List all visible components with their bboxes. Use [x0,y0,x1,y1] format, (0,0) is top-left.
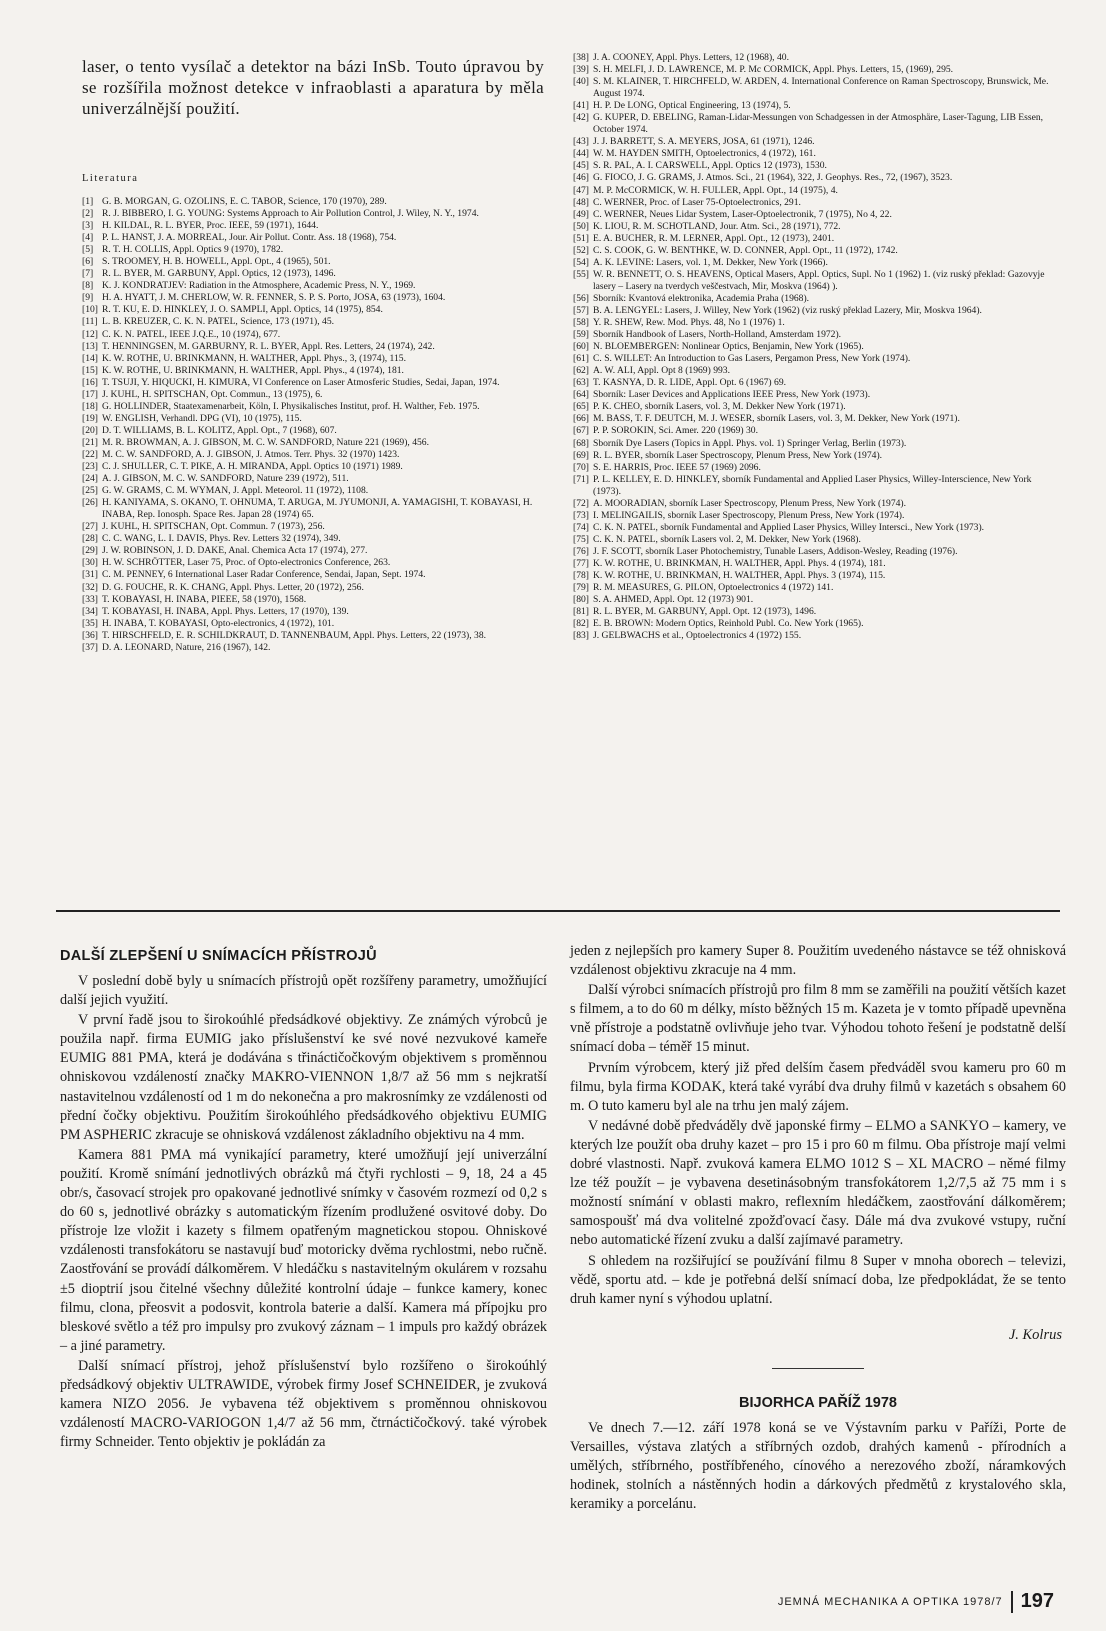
reference-number: [49] [573,208,589,220]
reference-item [573,269,1051,293]
reference-item [573,558,1051,570]
reference-item [573,52,1051,64]
reference-text: K. W. ROTHE, U. BRINKMAN, H. WALTHER, Appl. Phys. 4 (1974), 181. [593,557,886,569]
reference-number: [36] [82,629,98,641]
reference-number: [69] [573,449,589,461]
author-signature: J. Kolrus [1008,1326,1062,1343]
reference-text: R. L. BYER, sborník Laser Spectroscopy, Plenum Press, New York (1974). [593,449,883,461]
reference-number: [75] [573,533,589,545]
reference-number: [27] [82,521,98,533]
reference-text: S. TROOMEY, H. B. HOWELL, Appl. Opt., 4 (1965), 501. [102,256,331,268]
reference-list-left [82,196,544,654]
reference-number: [10] [82,304,98,316]
reference-item [573,594,1051,606]
reference-number: [24] [82,473,98,485]
reference-number: [14] [82,352,98,364]
reference-number: [52] [573,244,589,256]
reference-text: M. BASS, T. F. DEUTCH, M. J. WESER, sborník Lasers, vol. 3, M. Dekker, New York (1971). [593,413,960,425]
reference-text: H. KANIYAMA, S. OKANO, T. OHNUMA, T. ARUGA, M. JYUMONJI, A. YAMAGISHI, T. KOBAYASI, H. INABA, Rep. Ionosph. Space Res. Japan 28 (1974) 65. [102,497,533,521]
reference-number: [66] [573,413,589,425]
reference-text: C. WERNER, Proc. of Laser 75-Optoelectronics, 291. [593,196,801,208]
reference-item [82,582,544,594]
reference-text: N. BLOEMBERGEN: Nonlinear Optics, Benjamin, New York (1965). [593,341,864,353]
reference-text: J. F. SCOTT, sborník Laser Photochemistry, Tunable Lasers, Addison-Wesley, Reading (1976). [593,545,958,557]
reference-number: [12] [82,328,98,340]
reference-item [573,136,1051,148]
reference-number: [82] [573,618,589,630]
reference-number: [55] [573,268,589,280]
reference-number: [45] [573,160,589,172]
reference-text: J. KUHL, H. SPITSCHAN, Opt. Commun. 7 (1973), 256. [102,521,325,533]
reference-text: R. L. BYER, M. GARBUNY, Appl. Opt. 12 (1973), 1496. [593,606,817,618]
article-paragraph: S ohledem na rozšiřující se používání filmu 8 Super v mnoha oborech – televizi, vědě, sportu atd. – kde je potřebná delší snímací doba, lze předpokládat, že se tento druh kamer nyní s výhodou uplatní. [570,1252,1066,1307]
reference-text: Y. R. SHEW, Rew. Mod. Phys. 48, No 1 (1976) 1. [593,317,785,329]
reference-number: [8] [82,280,94,292]
reference-number: [80] [573,594,589,606]
reference-text: A. K. LEVINE: Lasers, vol. 1, M. Dekker, New York (1966). [593,256,828,268]
reference-text: H. A. HYATT, J. M. CHERLOW, W. R. FENNER, S. P. S. Porto, JOSA, 63 (1973), 1604. [102,292,446,304]
reference-number: [34] [82,605,98,617]
reference-item [573,462,1051,474]
reference-number: [38] [573,52,589,63]
reference-item [82,437,544,449]
reference-number: [37] [82,641,98,653]
reference-number: [39] [573,64,589,76]
reference-item [82,341,544,353]
article-paragraph: Další snímací přístroj, jehož příslušenství bylo rozšířeno o širokoúhlý předsádkový objektiv ULTRAWIDE, výrobek firmy Josef SCHNEIDER, je zvuková kamera NIZO 2056. Je vybavena též objektivem s proměnnou ohniskovou vzdáleností MACRO-VARIOGON 1,4/7 až 56 mm, čtrnáctičočkový. také výrobek firmy Schneider. Tento objektiv je pokládán za [60,1357,547,1451]
article-paragraph: Prvním výrobcem, který již před delším časem předváděl svou kameru pro 60 m filmu, byla firma KODAK, která také vyrábí dva druhy filmů v kazetách s obsahem 60 m. O tuto kameru byl ale na trhu jen malý zájem. [570,1059,1066,1114]
reference-text: G. KUPER, D. EBELING, Raman-Lidar-Messungen von Schadgessen in der Atmosphäre, Laser-Tagung, LIB Essen, October 1974. [593,112,1044,136]
journal-name: JEMNÁ MECHANIKA A OPTIKA 1978/7 [777,1595,1003,1608]
reference-text: C. S. COOK, G. W. BENTHKE, W. D. CONNER, Appl. Opt., 11 (1972), 1742. [593,244,898,256]
reference-item [573,618,1051,630]
reference-text: P. L. HANST, J. A. MORREAL, Jour. Air Pollut. Contr. Ass. 18 (1968), 754. [102,232,397,244]
reference-number: [29] [82,545,98,557]
article2-title: BIJORHCA PAŘÍŽ 1978 [739,1394,897,1411]
reference-text: J. A. COONEY, Appl. Phys. Letters, 12 (1968), 40. [593,52,789,63]
reference-text: R. M. MEASURES, G. PILON, Optoelectronics 4 (1972) 141. [593,582,834,594]
reference-item [573,185,1051,197]
reference-item [82,485,544,497]
reference-number: [23] [82,461,98,473]
reference-item [573,317,1051,329]
reference-text: G. W. GRAMS, C. M. WYMAN, J. Appl. Meteorol. 11 (1972), 1108. [102,485,369,497]
reference-item [82,256,544,268]
page-footer [778,1590,1054,1613]
reference-text: A. J. GIBSON, M. C. W. SANDFORD, Nature 239 (1972), 511. [102,473,349,485]
reference-item [82,244,544,256]
reference-text: J. J. BARRETT, S. A. MEYERS, JOSA, 61 (1971), 1246. [593,136,815,148]
reference-text: C. K. N. PATEL, sborník Lasers vol. 2, M. Dekker, New York (1968). [593,533,861,545]
reference-text: R. T. KU, E. D. HINKLEY, J. O. SAMPLI, Appl. Optics, 14 (1975), 854. [102,304,383,316]
reference-number: [17] [82,388,98,400]
reference-number: [76] [573,545,589,557]
reference-number: [72] [573,497,589,509]
reference-item [573,341,1051,353]
reference-item [573,160,1051,172]
reference-number: [62] [573,365,589,377]
reference-number: [41] [573,100,589,112]
reference-item [573,209,1051,221]
reference-text: W. ENGLISH, Verhandl. DPG (VI), 10 (1975), 115. [102,412,302,424]
reference-number: [65] [573,401,589,413]
top-left-column [82,56,544,654]
reference-number: [4] [82,232,94,244]
reference-number: [71] [573,473,589,485]
reference-number: [31] [82,569,98,581]
reference-text: W. M. HAYDEN SMITH, Optoelectronics, 4 (1972), 161. [593,148,816,160]
reference-number: [13] [82,340,98,352]
reference-text: A. W. ALI, Appl. Opt 8 (1969) 993. [593,365,730,377]
article-title: DALŠÍ ZLEPŠENÍ U SNÍMACÍCH PŘÍSTROJŮ [60,948,377,964]
reference-number: [15] [82,364,98,376]
reference-item [573,438,1051,450]
reference-number: [46] [573,172,589,184]
reference-number: [51] [573,232,589,244]
reference-number: [3] [82,220,94,232]
article-paragraph: V nedávné době předváděly dvě japonské firmy – ELMO a SANKYO – kamery, ve kterých lze použít oba druhy kazet – pro 15 i pro 60 m filmu. Oba přístroje mají velmi dobré vlastnosti. Např. zvuková kamera ELMO 1012 S – XL MACRO – němé filmy lze též použít – je vybavena desetinásobným transfokátorem 1,2/7,5 až 75 mm i s možností snímání v oblasti makro, reflexním hledáčkem, zaostřování dálkoměrem; samospoušť má dva volitelné zpožďovací časy. Dále má dva zvukové vstupy, ruční nebo automatické řízení zvuku a další zajímavé parametry. [570,1117,1066,1249]
reference-text: Sborník Handbook of Lasers, North-Holland, Amsterdam 1972). [593,329,842,341]
reference-text: S. E. HARRIS, Proc. IEEE 57 (1969) 2096. [593,461,761,473]
reference-list-right [573,52,1051,642]
reference-number: [47] [573,184,589,196]
reference-number: [7] [82,268,94,280]
reference-item [573,570,1051,582]
reference-number: [43] [573,136,589,148]
reference-text: G. B. MORGAN, G. OZOLINS, E. C. TABOR, Science, 170 (1970), 289. [102,196,387,207]
reference-text: J. GELBWACHS et al., Optoelectronics 4 (1972) 155. [593,630,802,642]
section-divider [56,910,1060,912]
reference-item [573,425,1051,437]
reference-text: P. P. SOROKIN, Sci. Amer. 220 (1969) 30. [593,425,758,437]
reference-text: G. FIOCO, J. G. GRAMS, J. Atmos. Sci., 21 (1964), 322, J. Geophys. Res., 72, (1967), 3523. [593,172,953,184]
reference-number: [18] [82,400,98,412]
reference-item [82,642,544,654]
reference-item [82,377,544,389]
reference-text: M. P. McCORMICK, W. H. FULLER, Appl. Opt., 14 (1975), 4. [593,184,838,196]
reference-item [82,533,544,545]
reference-number: [22] [82,448,98,460]
reference-number: [54] [573,256,589,268]
reference-text: K. W. ROTHE, U. BRINKMANN, H. WALTHER, Appl. Phys., 3, (1974), 115. [102,352,406,364]
reference-number: [81] [573,606,589,618]
reference-item [82,594,544,606]
reference-text: S. A. AHMED, Appl. Opt. 12 (1973) 901. [593,594,754,606]
reference-text: Sborník Dye Lasers (Topics in Appl. Phys. vol. 1) Springer Verlag, Berlin (1973). [593,437,907,449]
reference-item [573,112,1051,136]
reference-text: K. W. ROTHE, U. BRINKMANN, H. WALTHER, Appl. Phys., 4 (1974), 181. [102,364,404,376]
reference-number: [19] [82,412,98,424]
reference-text: L. B. KREUZER, C. K. N. PATEL, Science, 173 (1971), 45. [102,316,335,328]
reference-item [573,401,1051,413]
reference-number: [28] [82,533,98,545]
reference-item [82,497,544,521]
article-paragraph: Další výrobci snímacích přístrojů pro film 8 mm se zaměřili na použití větších kazet s filmem, a to do 60 m délky, místo běžných 15 m. Kazeta je v tomto případě upevněna vně přístroje a podstatně ovlivňuje jeho tvar. Výhodou tohoto řešení je podstatně delší snímací doba – téměř 15 minut. [570,982,1066,1056]
page-number: 197 [1020,1590,1054,1612]
reference-text: C. J. SHULLER, C. T. PIKE, A. H. MIRANDA, Appl. Optics 10 (1971) 1989. [102,461,403,473]
reference-item [573,257,1051,269]
reference-number: [1] [82,196,94,207]
reference-number: [60] [573,341,589,353]
reference-item [82,280,544,292]
reference-number: [83] [573,630,589,642]
reference-text: D. A. LEONARD, Nature, 216 (1967), 142. [102,641,271,653]
reference-text: J. KUHL, H. SPITSCHAN, Opt. Commun., 13 (1975), 6. [102,388,323,400]
reference-item [82,365,544,377]
reference-text: C. S. WILLET: An Introduction to Gas Lasers, Pergamon Press, New York (1974). [593,353,911,365]
reference-text: G. HOLLINDER, Staatexamenarbeit, Köln, I. Physikalisches Institut, prof. H. Walther, Feb. 1975. [102,400,480,412]
reference-item [573,197,1051,209]
reference-text: I. MELINGAILIS, sborník Laser Spectroscopy, Plenum Press, New York (1974). [593,509,905,521]
reference-number: [25] [82,485,98,497]
reference-text: S. R. PAL, A. I. CARSWELL, Appl. Optics 12 (1973), 1530. [593,160,827,172]
reference-text: H. INABA, T. KOBAYASI, Opto-electronics, 4 (1972), 101. [102,617,335,629]
reference-number: [50] [573,220,589,232]
reference-number: [73] [573,509,589,521]
article-paragraph: V poslední době byly u snímacích přístrojů opět rozšířeny parametry, umožňující další jejich využití. [60,973,547,1009]
reference-item [82,630,544,642]
reference-text: R. J. BIBBERO, I. G. YOUNG: Systems Approach to Air Pollution Control, J. Wiley, N. Y., 1974. [102,208,479,220]
reference-item [82,268,544,280]
reference-number: [30] [82,557,98,569]
reference-item [573,582,1051,594]
reference-text: D. G. FOUCHE, R. K. CHANG, Appl. Phys. Letter, 20 (1972), 256. [102,581,364,593]
reference-item [82,208,544,220]
reference-item [573,293,1051,305]
reference-number: [68] [573,437,589,449]
reference-number: [9] [82,292,94,304]
reference-item [573,329,1051,341]
article-right-column [570,942,1066,1515]
reference-item [573,100,1051,112]
reference-number: [67] [573,425,589,437]
reference-text: T. KASNYA, D. R. LIDE, Appl. Opt. 6 (1967) 69. [593,377,787,389]
intro-paragraph: laser, o tento vysílač a detektor na bázi InSb. Touto úpravou by se rozšířila možnost detekce v infraoblasti a aparatura by měla univerzálnější použití. [82,57,544,118]
article-paragraph: V první řadě jsou to širokoúhlé předsádkové objektivy. Ze známých výrobců je použila např. firma EUMIG jako příslušenství ke své nové nezvukové kameře EUMIG 881 PMA, která je dodávána s třináctičočkovým objektivem s proměnnou ohniskovou vzdáleností značky MAKRO-VIENNON 1,8/7 až 56 mm s nejkratší nastavitelnou vzdáleností od 1 m do nekonečna a pro makrosnímky ze vzdálenosti od přední čočky objektivu. Použitím širokoúhlého předsádkového objektivu EUMIG PM ASPHERIC zkracuje se ohnisková vzdálenost základního objektivu na 4 mm. [60,1012,547,1143]
reference-number: [5] [82,244,94,256]
reference-item [573,389,1051,401]
reference-item [82,461,544,473]
literature-heading: Literatura [82,173,139,184]
reference-text: T. HIRSCHFELD, E. R. SCHILDKRAUT, D. TANNENBAUM, Appl. Phys. Letters, 22 (1973), 38. [102,629,487,641]
reference-item [573,546,1051,558]
footer-divider [1011,1591,1013,1613]
reference-item [573,353,1051,365]
reference-text: K. J. KONDRATJEV: Radiation in the Atmosphere, Academic Press, N. Y., 1969. [102,280,416,292]
reference-item [573,522,1051,534]
reference-number: [2] [82,208,94,220]
reference-text: H. P. De LONG, Optical Engineering, 13 (1974), 5. [593,100,791,112]
reference-text: K. W. ROTHE, U. BRINKMAN, H. WALTHER, Appl. Phys. 3 (1974), 115. [593,570,886,582]
article-paragraph: jeden z nejlepších pro kamery Super 8. Použitím uvedeného nástavce se též ohnisková vzdálenost objektivu zkracuje na 4 mm. [570,943,1066,979]
reference-text: W. R. BENNETT, O. S. HEAVENS, Optical Masers, Appl. Optics, Supl. No 1 (1962) 1. (viz ruský překlad: Gazovyje lasery – Lasery na tverdych veščestvach, Mir, Moskva (1964) ). [593,268,1045,292]
reference-item [82,545,544,557]
reference-item [82,618,544,630]
reference-item [573,172,1051,184]
reference-item [573,474,1051,498]
reference-text: Sborník: Kvantová elektronika, Academia Praha (1968). [593,292,810,304]
reference-number: [70] [573,461,589,473]
reference-number: [11] [82,316,98,328]
reference-number: [74] [573,521,589,533]
reference-item [82,449,544,461]
reference-item [82,413,544,425]
reference-number: [79] [573,582,589,594]
reference-item [82,353,544,365]
reference-item [82,606,544,618]
reference-item [573,498,1051,510]
reference-item [573,148,1051,160]
top-right-column [573,52,1051,642]
reference-number: [56] [573,292,589,304]
reference-text: S. M. KLAINER, T. HIRCHFELD, W. ARDEN, 4. International Conference on Raman Spectroscopy, Brunswick, Me. August 1974. [593,76,1049,100]
reference-item [82,316,544,328]
reference-item [573,305,1051,317]
article-paragraph: Kamera 881 PMA má vynikající parametry, které umožňují její univerzální použití. Kromě snímání jednotlivých obrázků má čtyři rychlosti – 9, 18, 24 a 45 obr/s, časovací strojek pro opakované jednotlivé snímky v časovém rozmezí od 0,2 s do 60 s, jednotlivé obrázky s automatickým řízením prodlužené osvitové doby. Do přístroje lze vložit i kazety s filmem opatřeným magnetickou stopou. Ohniskové vzdálenosti transfokátoru se nastavují buď motoricky dvěma rychlostmi, nebo ručně. Zaostřování se provádí dálkoměrem. V hledáčku s nastavitelným okulárem v rozsahu ±5 dioptrií jsou čitelné všechny důležité kontrolní údaje – funkce kamery, konec filmu, clona, přeosvit a podosvit, kontrola baterie a další. Kamera má přípojku pro bleskové světlo a též pro impulsy pro zvukový záznam – 1 impuls pro každý obrázek – a jiné parametry. [60,1146,547,1354]
reference-item [82,329,544,341]
reference-item [82,389,544,401]
reference-number: [61] [573,353,589,365]
reference-item [573,534,1051,546]
reference-number: [26] [82,497,98,509]
reference-text: C. K. N. PATEL, IEEE J.Q.E., 10 (1974), 677. [102,328,281,340]
reference-number: [63] [573,377,589,389]
intro-section [82,56,544,119]
reference-number: [21] [82,436,98,448]
reference-number: [44] [573,148,589,160]
reference-number: [6] [82,256,94,268]
reference-number: [20] [82,424,98,436]
reference-number: [59] [573,329,589,341]
reference-item [82,196,544,208]
reference-item [82,401,544,413]
reference-text: H. W. SCHRÖTTER, Laser 75, Proc. of Opto-electronics Conference, 263. [102,557,391,569]
reference-text: T. HENNINGSEN, M. GARBURNY, R. L. BYER, Appl. Res. Letters, 24 (1974), 242. [102,340,435,352]
article2-paragraph: Ve dnech 7.—12. září 1978 koná se ve Výstavním parku v Paříži, Porte de Versailles, výstava zlatých a stříbrných ozdob, drahých kamenů - přírodních a umělých, stříbrného, postříbřeného, cínového a nerezového zboží, náramkových hodinek, stolních a nástěnných hodin a dárkových předmětů z krystalového skla, keramiky a porcelánu. [570,1419,1066,1513]
reference-text: P. K. CHEO, sborník Lasers, vol. 3, M. Dekker New York (1971). [593,401,846,413]
reference-number: [48] [573,196,589,208]
reference-text: E. A. BUCHER, R. M. LERNER, Appl. Opt., 12 (1973), 2401. [593,232,835,244]
reference-number: [40] [573,76,589,88]
reference-item [82,425,544,437]
reference-text: H. KILDAL, R. L. BYER, Proc. IEEE, 59 (1971), 1644. [102,220,319,232]
reference-item [82,304,544,316]
reference-number: [77] [573,557,589,569]
reference-item [573,76,1051,100]
reference-item [573,365,1051,377]
reference-item [573,64,1051,76]
reference-text: Sborník: Laser Devices and Applications IEEE Press, New York (1973). [593,389,871,401]
reference-text: C. K. N. PATEL, sborník Fundamental and Applied Laser Physics, Willey Intersci., New York (1973). [593,521,985,533]
reference-text: C. M. PENNEY, 6 International Laser Radar Conference, Sendai, Japan, Sept. 1974. [102,569,426,581]
reference-item [573,233,1051,245]
reference-text: M. C. W. SANDFORD, A. J. GIBSON, J. Atmos. Terr. Phys. 32 (1970) 1423. [102,448,400,460]
reference-text: T. KOBAYASI, H. INABA, PIEEE, 58 (1970), 1568. [102,593,307,605]
reference-text: S. H. MELFI, J. D. LAWRENCE, M. P. Mc CORMICK, Appl. Phys. Letters, 15, (1969), 295. [593,64,954,76]
reference-text: J. W. ROBINSON, J. D. DAKE, Anal. Chemica Acta 17 (1974), 277. [102,545,368,557]
reference-item [573,245,1051,257]
reference-number: [64] [573,389,589,401]
reference-item [82,473,544,485]
reference-number: [78] [573,570,589,582]
reference-number: [58] [573,317,589,329]
reference-item [82,569,544,581]
article-left-column [60,948,547,1453]
reference-text: C. WERNER, Neues Lidar System, Laser-Optoelectronik, 7 (1975), No 4, 22. [593,208,892,220]
reference-number: [35] [82,617,98,629]
reference-item [573,450,1051,462]
reference-number: [57] [573,304,589,316]
reference-text: E. B. BROWN: Modern Optics, Reinhold Publ. Co. New York (1965). [593,618,864,630]
reference-number: [33] [82,593,98,605]
reference-item [82,292,544,304]
reference-number: [16] [82,376,98,388]
reference-text: C. C. WANG, L. I. DAVIS, Phys. Rev. Letters 32 (1974), 349. [102,533,341,545]
reference-item [573,377,1051,389]
reference-text: P. L. KELLEY, E. D. HINKLEY, sborník Fundamental and Applied Laser Physics, Willey-Interscience, New York (1973). [593,473,1032,497]
reference-item [82,220,544,232]
reference-item [82,557,544,569]
reference-item [573,221,1051,233]
reference-text: K. LIOU, R. M. SCHOTLAND, Jour. Atm. Sci., 28 (1971), 772. [593,220,841,232]
reference-item [573,413,1051,425]
reference-item [573,510,1051,522]
reference-item [573,606,1051,618]
reference-text: A. MOORADIAN, sborník Laser Spectroscopy, Plenum Press, New York (1974). [593,497,907,509]
reference-item [82,232,544,244]
reference-text: D. T. WILLIAMS, B. L. KOLITZ, Appl. Opt., 7 (1968), 607. [102,424,337,436]
reference-text: R. L. BYER, M. GARBUNY, Appl. Optics, 12 (1973), 1496. [102,268,336,280]
reference-text: M. R. BROWMAN, A. J. GIBSON, M. C. W. SANDFORD, Nature 221 (1969), 456. [102,436,430,448]
reference-item [573,630,1051,642]
reference-number: [42] [573,112,589,124]
reference-text: R. T. H. COLLIS, Appl. Optics 9 (1970), 1782. [102,244,284,256]
reference-number: [32] [82,581,98,593]
reference-text: T. TSUJI, Y. HIQUCKI, H. KIMURA, VI Conference on Laser Atmosferic Studies, Sedai, Japan, 1974. [102,376,500,388]
reference-text: B. A. LENGYEL: Lasers, J. Willey, New York (1962) (viz ruský překlad Lazery, Mir, Moskva 1964). [593,304,982,316]
reference-item [82,521,544,533]
reference-text: T. KOBAYASI, H. INABA, Appl. Phys. Letters, 17 (1970), 139. [102,605,349,617]
article-separator [772,1368,864,1369]
